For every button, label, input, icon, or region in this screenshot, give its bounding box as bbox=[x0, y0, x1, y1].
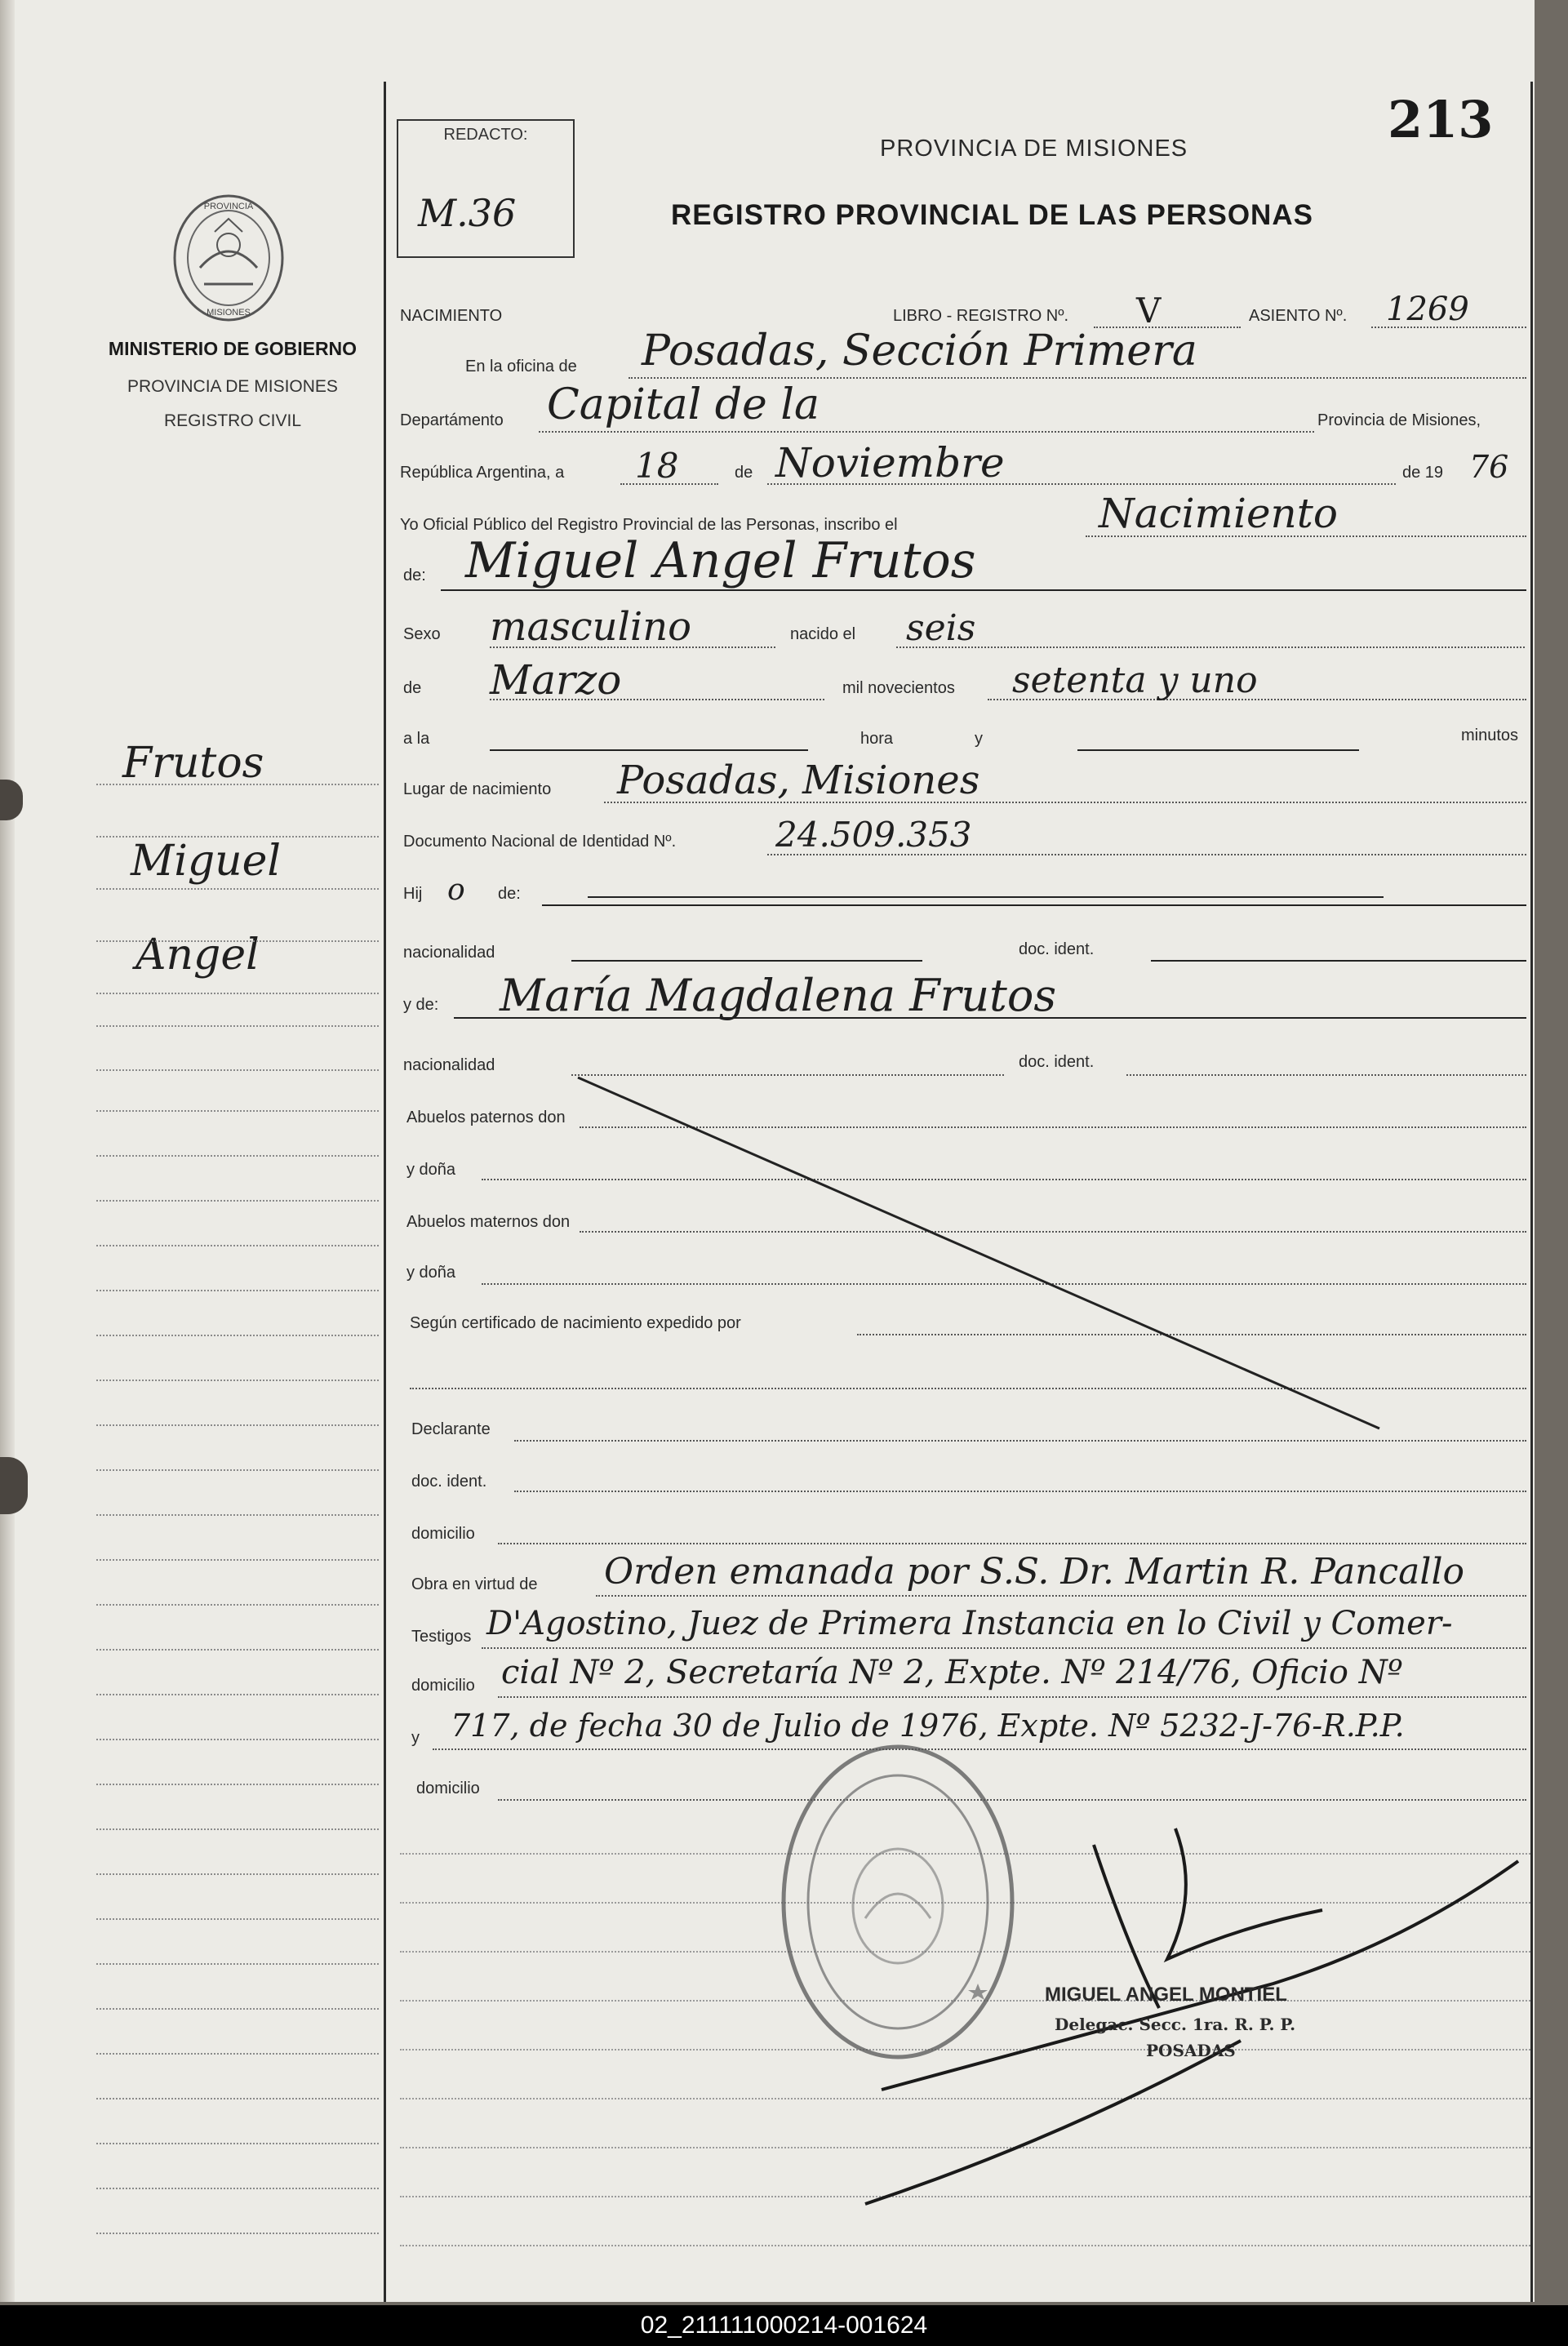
void-diagonal-line bbox=[578, 1077, 1379, 1428]
birthplace-label: Lugar de nacimiento bbox=[403, 780, 552, 798]
seal-text-bottom: MISIONES bbox=[207, 308, 251, 318]
dni-label: Documento Nacional de Identidad Nº. bbox=[403, 833, 677, 851]
day-value: 18 bbox=[635, 446, 679, 486]
month-value: Noviembre bbox=[775, 439, 1005, 487]
department-value: Capital de la bbox=[547, 380, 820, 429]
witness-domicile-label-2: domicilio bbox=[416, 1779, 480, 1797]
child-suffix: o bbox=[447, 873, 465, 907]
province-heading: PROVINCIA DE MISIONES bbox=[880, 136, 1188, 162]
margin-surname: Frutos bbox=[122, 739, 264, 788]
year-label: de 19 bbox=[1402, 464, 1444, 482]
paternal-dona-label: y doña bbox=[406, 1161, 456, 1179]
redacto-label: REDACTO: bbox=[443, 126, 528, 144]
official-city: POSADAS bbox=[1146, 2041, 1236, 2060]
year-value: 76 bbox=[1469, 449, 1509, 485]
born-label: nacido el bbox=[790, 625, 856, 643]
declarant-label: Declarante bbox=[411, 1420, 491, 1438]
name-de-label: de: bbox=[403, 567, 426, 584]
province-suffix: Provincia de Misiones, bbox=[1317, 411, 1481, 429]
page-number: 213 bbox=[1388, 90, 1494, 149]
father-doc-label: doc. ident. bbox=[1019, 940, 1095, 958]
entry-label: ASIENTO Nº. bbox=[1249, 307, 1348, 325]
ministry-title: MINISTERIO DE GOBIERNO bbox=[108, 338, 358, 359]
witness-and-label: y bbox=[411, 1729, 420, 1747]
department-label: Departámento bbox=[400, 411, 504, 429]
margin-first-name: Miguel bbox=[131, 837, 282, 886]
father-nationality-label: nacionalidad bbox=[403, 944, 495, 962]
sex-label: Sexo bbox=[403, 625, 441, 643]
officer-statement: Yo Oficial Público del Registro Provincial de las Personas, inscribo el bbox=[400, 516, 898, 534]
act-line-3: cial Nº 2, Secretaría Nº 2, Expte. Nº 214/76, Oficio Nº bbox=[501, 1654, 1403, 1691]
declarant-domicile-label: domicilio bbox=[411, 1525, 475, 1543]
office-value: Posadas, Sección Primera bbox=[642, 327, 1197, 375]
office-label: En la oficina de bbox=[465, 358, 577, 375]
mother-name: María Magdalena Frutos bbox=[500, 970, 1057, 1021]
registrant-name: Miguel Angel Frutos bbox=[465, 532, 976, 589]
witnesses-label: Testigos bbox=[411, 1628, 472, 1646]
registry-heading: REGISTRO PROVINCIAL DE LAS PERSONAS bbox=[671, 199, 1313, 231]
record-type-label: NACIMIENTO bbox=[400, 307, 503, 325]
act-label: Obra en virtud de bbox=[411, 1575, 538, 1593]
paternal-grandparents-label: Abuelos paternos don bbox=[406, 1109, 566, 1126]
born-month-de-label: de bbox=[403, 679, 422, 697]
official-name: MIGUEL ANGEL MONTIEL bbox=[1045, 1984, 1287, 2006]
ministry-civil-registry: REGISTRO CIVIL bbox=[163, 411, 302, 430]
born-month-value: Marzo bbox=[490, 656, 622, 704]
birthplace-value: Posadas, Misiones bbox=[617, 758, 980, 803]
seal-text-top: PROVINCIA bbox=[203, 202, 254, 211]
thousand-label: mil novecientos bbox=[842, 679, 955, 697]
born-year-value: setenta y uno bbox=[1012, 660, 1258, 701]
official-post: Delegac. Secc. 1ra. R. P. P. bbox=[1055, 2015, 1296, 2034]
ministry-province: PROVINCIA DE MISIONES bbox=[127, 377, 338, 396]
mother-and-label: y de: bbox=[403, 996, 439, 1014]
maternal-dona-label: y doña bbox=[406, 1264, 456, 1282]
redacto-value: M.36 bbox=[418, 191, 517, 235]
signature-scribble bbox=[816, 1796, 1535, 2220]
margin-middle-name: Angel bbox=[135, 931, 260, 980]
book-value: V bbox=[1136, 291, 1162, 331]
act-line-4: 717, de fecha 30 de Julio de 1976, Expte. Nº 5232-J-76-R.P.P. bbox=[451, 1708, 1405, 1744]
mother-doc-label: doc. ident. bbox=[1019, 1053, 1095, 1071]
mother-nationality-label: nacionalidad bbox=[403, 1056, 495, 1074]
sex-value: masculino bbox=[490, 604, 692, 650]
book-label: LIBRO - REGISTRO Nº. bbox=[893, 307, 1069, 325]
child-label: Hij bbox=[403, 885, 423, 903]
act-line-2: D'Agostino, Juez de Primera Instancia en lo Civil y Comer- bbox=[486, 1605, 1453, 1642]
dni-value: 24.509.353 bbox=[775, 815, 972, 855]
at-label: a la bbox=[403, 730, 430, 748]
certificate-label: Según certificado de nacimiento expedido por bbox=[410, 1314, 741, 1332]
witness-domicile-label-1: domicilio bbox=[411, 1677, 475, 1695]
minutes-label: minutos bbox=[1461, 726, 1519, 744]
maternal-grandparents-label: Abuelos maternos don bbox=[406, 1213, 571, 1231]
child-de-label: de: bbox=[498, 885, 521, 903]
month-de-label: de bbox=[735, 464, 753, 482]
and-label: y bbox=[975, 730, 983, 748]
entry-value: 1269 bbox=[1386, 291, 1469, 328]
declarant-doc-label: doc. ident. bbox=[411, 1473, 487, 1491]
scan-identifier: 02_211111000214-001624 bbox=[0, 2305, 1568, 2346]
inscription-value: Nacimiento bbox=[1099, 490, 1338, 537]
hour-label: hora bbox=[860, 730, 894, 748]
act-line-1: Orden emanada por S.S. Dr. Martin R. Pancallo bbox=[604, 1551, 1465, 1593]
republic-label: República Argentina, a bbox=[400, 464, 565, 482]
born-day-value: seis bbox=[906, 607, 976, 649]
